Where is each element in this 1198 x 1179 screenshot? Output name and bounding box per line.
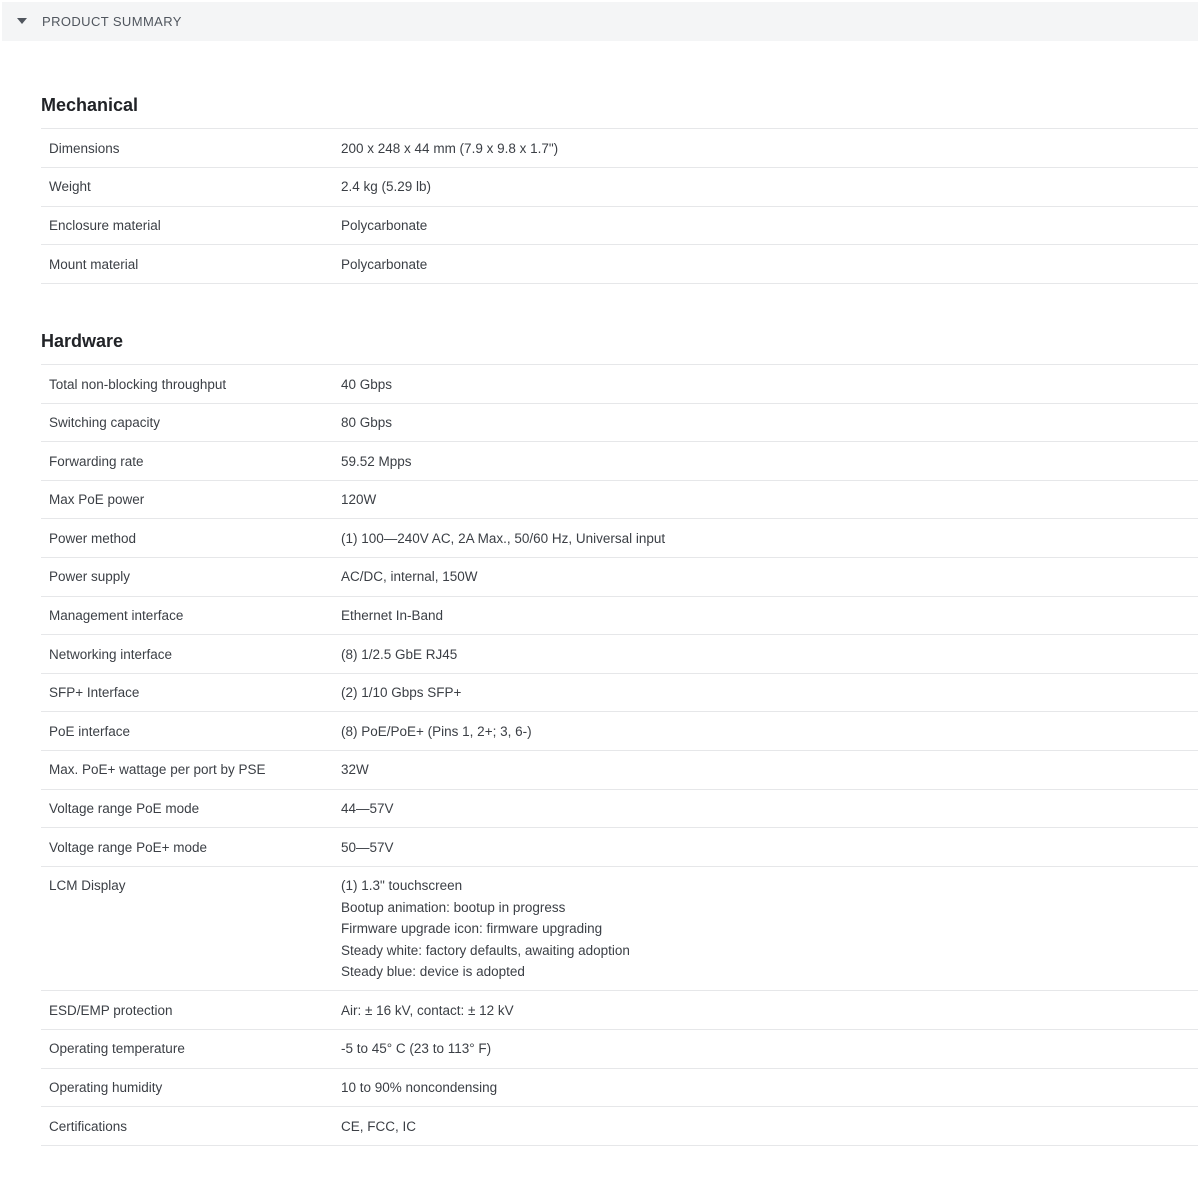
spec-value-line: 32W — [341, 762, 369, 778]
spec-value — [341, 215, 1198, 244]
spec-value-line: 200 x 248 x 44 mm (7.9 x 9.8 x 1.7") — [341, 140, 559, 156]
spec-value-line: (1) 1.3" touchscreen — [341, 878, 463, 894]
spec-value-line: 50—57V — [341, 839, 394, 855]
spec-value-line: Ethernet In-Band — [341, 608, 444, 624]
spec-value-line: Steady white: factory defaults, awaiting adoption — [341, 942, 630, 958]
spec-row — [41, 245, 1198, 284]
spec-value — [341, 1038, 1198, 1067]
spec-label: LCM Display — [49, 878, 126, 894]
spec-row — [41, 519, 1198, 558]
spec-value-line: (1) 100—240V AC, 2A Max., 50/60 Hz, Universal input — [341, 530, 666, 546]
spec-label: Max PoE power — [49, 492, 145, 508]
section-title: Hardware — [41, 331, 124, 351]
spec-row — [41, 991, 1198, 1030]
spec-row — [41, 365, 1198, 404]
spec-value-line: (8) 1/2.5 GbE RJ45 — [341, 646, 458, 662]
spec-label: ESD/EMP protection — [49, 1002, 173, 1018]
spec-row — [41, 481, 1198, 520]
spec-value — [341, 374, 1198, 403]
spec-value-line: 120W — [341, 492, 377, 508]
spec-label: Operating temperature — [49, 1041, 185, 1057]
spec-value — [341, 1077, 1198, 1106]
spec-value — [341, 875, 1198, 990]
section-hardware — [41, 329, 1198, 1134]
spec-value — [341, 682, 1198, 711]
spec-value-line: (2) 1/10 Gbps SFP+ — [341, 685, 462, 701]
spec-value — [341, 412, 1198, 441]
spec-table — [41, 128, 1198, 284]
spec-row — [41, 442, 1198, 481]
spec-value — [341, 566, 1198, 595]
product-summary-toggle[interactable] — [2, 2, 1198, 41]
spec-row — [41, 1107, 1198, 1146]
spec-row — [41, 751, 1198, 790]
spec-value-line: CE, FCC, IC — [341, 1118, 417, 1134]
spec-label: Voltage range PoE+ mode — [49, 839, 207, 855]
spec-value — [341, 721, 1198, 750]
spec-value-line: Air: ± 16 kV, contact: ± 12 kV — [341, 1002, 514, 1018]
spec-label: Voltage range PoE mode — [49, 801, 200, 817]
spec-label: PoE interface — [49, 723, 131, 739]
spec-value — [341, 1116, 1198, 1145]
spec-table — [41, 364, 1198, 1146]
spec-row — [41, 635, 1198, 674]
spec-value — [341, 798, 1198, 827]
section-mechanical — [41, 93, 1198, 272]
spec-row — [41, 674, 1198, 713]
spec-value — [341, 451, 1198, 480]
spec-label: Networking interface — [49, 646, 173, 662]
spec-value-line: AC/DC, internal, 150W — [341, 569, 478, 585]
spec-label: SFP+ Interface — [49, 685, 140, 701]
spec-value — [341, 138, 1198, 167]
spec-value-line: 10 to 90% noncondensing — [341, 1080, 498, 1095]
spec-value-line: Polycarbonate — [341, 218, 428, 233]
spec-value — [341, 489, 1198, 518]
spec-row — [41, 558, 1198, 597]
spec-row — [41, 129, 1198, 168]
spec-value — [341, 644, 1198, 673]
spec-row — [41, 1030, 1198, 1069]
spec-row — [41, 168, 1198, 207]
spec-row — [41, 828, 1198, 867]
spec-value — [341, 759, 1198, 788]
product-summary-title: PRODUCT SUMMARY — [42, 14, 182, 29]
spec-row — [41, 1069, 1198, 1108]
spec-value-line: 59.52 Mpps — [341, 453, 412, 469]
spec-value-line: Firmware upgrade icon: firmware upgrading — [341, 921, 603, 937]
spec-label: Total non-blocking throughput — [49, 376, 227, 392]
spec-label: Max. PoE+ wattage per port by PSE — [49, 762, 266, 778]
spec-value-line: Bootup animation: bootup in progress — [341, 899, 566, 915]
spec-value-line: 40 Gbps — [341, 376, 393, 392]
spec-value — [341, 837, 1198, 866]
spec-label: Certifications — [49, 1118, 128, 1134]
spec-label: Operating humidity — [49, 1080, 163, 1095]
spec-row — [41, 790, 1198, 829]
spec-value — [341, 1000, 1198, 1029]
spec-label: Forwarding rate — [49, 453, 144, 469]
spec-value — [341, 254, 1198, 283]
spec-row — [41, 597, 1198, 636]
spec-label: Mount material — [49, 256, 139, 272]
caret-down-icon[interactable] — [17, 18, 27, 24]
spec-label: Power method — [49, 530, 137, 546]
spec-value-line: Polycarbonate — [341, 256, 428, 272]
spec-value-line: 44—57V — [341, 801, 394, 817]
spec-row — [41, 712, 1198, 751]
spec-label: Enclosure material — [49, 218, 161, 233]
spec-label: Weight — [49, 179, 91, 195]
spec-row — [41, 207, 1198, 246]
section-title: Mechanical — [41, 95, 139, 115]
spec-label: Management interface — [49, 608, 184, 624]
spec-value-line: Steady blue: device is adopted — [341, 964, 525, 980]
spec-label: Dimensions — [49, 140, 120, 156]
spec-value — [341, 176, 1198, 205]
spec-row — [41, 867, 1198, 992]
spec-label: Power supply — [49, 569, 131, 585]
spec-value-line: 80 Gbps — [341, 415, 393, 431]
spec-value-line: (8) PoE/PoE+ (Pins 1, 2+; 3, 6-) — [341, 723, 532, 739]
spec-label: Switching capacity — [49, 415, 161, 431]
spec-value — [341, 605, 1198, 634]
spec-value-line: 2.4 kg (5.29 lb) — [341, 179, 432, 195]
spec-value-line: -5 to 45° C (23 to 113° F) — [341, 1041, 492, 1057]
spec-value — [341, 528, 1198, 557]
spec-row — [41, 404, 1198, 443]
